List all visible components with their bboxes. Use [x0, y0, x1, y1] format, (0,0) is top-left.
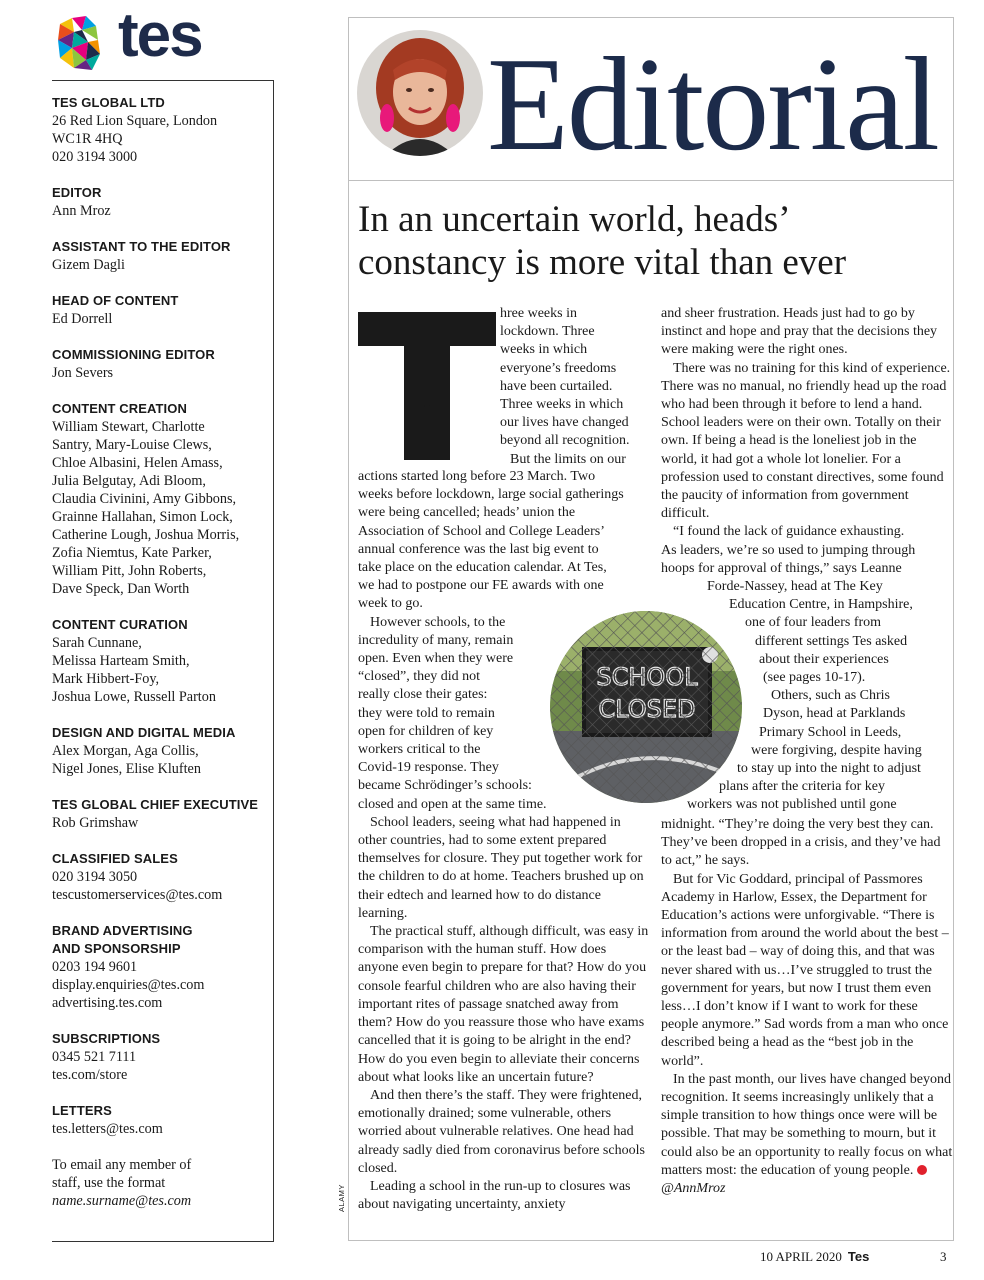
- masthead-heading: SUBSCRIPTIONS: [52, 1031, 161, 1046]
- text-line: our lives have changed: [500, 415, 629, 431]
- masthead-line: Jon Severs: [52, 365, 114, 381]
- footer-brand: Tes: [847, 1249, 870, 1264]
- masthead-line: Catherine Lough, Joshua Morris,: [52, 527, 240, 543]
- masthead-line: To email any member of: [52, 1157, 192, 1173]
- masthead-line: Grainne Hallahan, Simon Lock,: [52, 509, 233, 525]
- masthead-line: Rob Grimshaw: [52, 815, 139, 831]
- masthead-bottom-rule: [52, 1241, 274, 1242]
- masthead-line: 0203 194 9601: [52, 959, 138, 975]
- masthead-line: tescustomerservices@tes.com: [52, 887, 223, 903]
- masthead-commissioning: [52, 346, 274, 382]
- paragraph: But for Vic Goddard, principal of Passmores Academy in Harlow, Essex, the Department for Education’s actions were unforgivable. “There is information from around the world about the best – or the least bad – way of doing this, and that was never shared with us…I’ve struggled to trust the government for years, but now I trust them even less…I don’t know if I want to work for these people anymore.” Sad words from a man who once described being a head as the “best job in the world”.: [661, 871, 949, 1069]
- text-line: lockdown. Three: [500, 324, 595, 340]
- masthead-letters: [52, 1102, 274, 1138]
- masthead-email-note: [52, 1156, 274, 1210]
- masthead-design: [52, 724, 274, 778]
- text-line: But the limits on our: [510, 451, 626, 467]
- masthead-line: Ann Mroz: [52, 203, 111, 219]
- text-line: However schools, to the: [370, 614, 506, 630]
- masthead-line: Nigel Jones, Elise Kluften: [52, 761, 201, 777]
- masthead-line: Chloe Albasini, Helen Amass,: [52, 455, 223, 471]
- text-line: Association of School and College Leaders’: [358, 523, 605, 539]
- paragraph: [661, 687, 953, 814]
- text-line: different settings Tes asked: [755, 633, 908, 649]
- masthead-content-curation: [52, 616, 274, 706]
- text-line: open. Even when they were: [358, 651, 514, 667]
- text-line: workers critical to the: [358, 742, 481, 758]
- text-line: became Schrödinger’s schools:: [358, 778, 532, 794]
- masthead-line: display.enquiries@tes.com: [52, 977, 205, 993]
- text-line: weeks before lockdown, large social gatherings: [358, 487, 624, 503]
- paragraph: midnight. “They’re doing the very best they can. They’ve been dropped in a crisis, and they’ve had to act,” he says.: [661, 817, 941, 869]
- masthead-line: William Stewart, Charlotte: [52, 419, 205, 435]
- text-line: plans after the criteria for key: [719, 779, 885, 795]
- masthead-assistant: [52, 238, 274, 274]
- text-line: we had to postpone our FE awards with one: [358, 578, 604, 594]
- masthead-line: 020 3194 3050: [52, 869, 138, 885]
- masthead-subscriptions: [52, 1030, 274, 1084]
- paragraph: There was no training for this kind of experience. There was no manual, no friendly head up the road who had been through it before to lend a hand. School leaders were on their own. Totally on their own. If being a head is the loneliest job in the world, it had got a whole lot lonelier. For a profession used to constant directives, some found the paucity of information from government difficult.: [661, 360, 951, 522]
- masthead-head-content: [52, 292, 274, 328]
- masthead-line: Julia Belgutay, Adi Bloom,: [52, 473, 206, 489]
- section-title: Editorial: [487, 30, 938, 178]
- masthead-heading: EDITOR: [52, 185, 102, 200]
- text-line: annual conference was the last big event to: [358, 541, 599, 557]
- masthead-heading: CONTENT CREATION: [52, 401, 187, 416]
- text-line: Dyson, head at Parklands: [763, 706, 906, 722]
- column-2: [661, 816, 953, 1198]
- masthead-line: Dave Speck, Dan Worth: [52, 581, 190, 597]
- email-format: name.surname@tes.com: [52, 1193, 192, 1209]
- paragraph: School leaders, seeing what had happened in other countries, had to some extent prepared themselves for closure. They put together work for the children to do at home. Teachers brushed up on their edtech and learned how to do distance learning.: [358, 814, 644, 921]
- headline: [358, 198, 952, 284]
- masthead-line: Melissa Harteam Smith,: [52, 653, 190, 669]
- page-footer: [760, 1249, 869, 1265]
- masthead-line: Gizem Dagli: [52, 257, 125, 273]
- masthead-classified: [52, 850, 274, 904]
- text-line: take place on the education calendar. At Tes,: [358, 560, 607, 576]
- text-line: “closed”, they did not: [358, 669, 481, 685]
- headline-line: In an uncertain world, heads’: [358, 199, 791, 240]
- tes-logo-text: tes: [118, 1, 202, 70]
- paragraph: [661, 523, 953, 687]
- masthead-line: tes.com/store: [52, 1067, 128, 1083]
- masthead-line: Joshua Lowe, Russell Parton: [52, 689, 216, 705]
- photo-credit: ALAMY: [337, 1184, 346, 1212]
- end-mark-icon: [917, 1165, 927, 1175]
- text-line: Three weeks in which: [500, 397, 624, 413]
- page-number: 3: [940, 1249, 947, 1264]
- masthead-line: Ed Dorrell: [52, 311, 113, 327]
- masthead-heading: DESIGN AND DIGITAL MEDIA: [52, 725, 236, 740]
- masthead-line: Zofia Niemtus, Kate Parker,: [52, 545, 212, 561]
- masthead-heading: LETTERS: [52, 1103, 112, 1118]
- masthead-heading: TES GLOBAL LTD: [52, 95, 165, 110]
- masthead-heading: AND SPONSORSHIP: [52, 941, 181, 956]
- masthead-heading: CLASSIFIED SALES: [52, 851, 178, 866]
- tes-logo-mark-icon: [52, 14, 114, 74]
- masthead-line: Santry, Mary-Louise Clews,: [52, 437, 212, 453]
- masthead-heading: BRAND ADVERTISING: [52, 923, 193, 938]
- paragraph: The practical stuff, although difficult, was easy in comparison with the human stuff. How does anyone even begin to prepare for that? How do you console fearful children who are also having their important rites of passage snatched away from them? How do you reassure those who have exams cancelled that it is going to be alright in the end? How do you even begin to alleviate their concerns about what looks like an uncertain future?: [358, 924, 649, 1085]
- text-line: actions started long before 23 March. Two: [358, 469, 596, 484]
- masthead-heading: HEAD OF CONTENT: [52, 293, 179, 308]
- drop-cap-letter: T: [423, 404, 431, 415]
- text-line: have been curtailed.: [500, 378, 613, 394]
- headline-line: constancy is more vital than ever: [358, 242, 847, 283]
- masthead-line: 0345 521 7111: [52, 1049, 137, 1065]
- text-line: Primary School in Leeds,: [759, 724, 902, 740]
- text-line: open for children of key: [358, 723, 494, 739]
- masthead-heading: TES GLOBAL CHIEF EXECUTIVE: [52, 797, 259, 812]
- text-line: closed and open at the same time.: [358, 796, 547, 812]
- column-2-top: [661, 305, 953, 815]
- text-line: workers was not published until gone: [687, 797, 897, 813]
- masthead-top-rule: [52, 80, 274, 81]
- masthead-heading: COMMISSIONING EDITOR: [52, 347, 215, 362]
- column-1: [358, 468, 650, 1214]
- issue-date: 10 APRIL 2020: [760, 1249, 842, 1264]
- masthead-heading: CONTENT CURATION: [52, 617, 188, 632]
- text-line: weeks in which: [500, 342, 588, 358]
- text-line: Covid-19 response. They: [358, 760, 499, 776]
- text-line: week to go.: [358, 596, 423, 612]
- text-line: they were told to remain: [358, 705, 495, 721]
- column-1-top: [500, 305, 650, 469]
- masthead-line: staff, use the format: [52, 1175, 166, 1191]
- paragraph: [661, 1071, 953, 1180]
- editor-portrait: [357, 30, 483, 156]
- text-line: one of four leaders from: [745, 615, 882, 631]
- text-line: really close their gates:: [358, 687, 488, 703]
- masthead-brand-advertising: [52, 922, 274, 1012]
- text-line: (see pages 10-17).: [763, 670, 866, 686]
- masthead-line: Claudia Civinini, Amy Gibbons,: [52, 491, 237, 507]
- masthead-line: William Pitt, John Roberts,: [52, 563, 207, 579]
- text-line: beyond all recognition.: [500, 433, 630, 449]
- masthead-line: Alex Morgan, Aga Collis,: [52, 743, 199, 759]
- masthead-content-creation: [52, 400, 274, 598]
- masthead-line: WC1R 4HQ: [52, 131, 123, 147]
- signoff-handle: @AnnMroz: [661, 1181, 726, 1197]
- text-line: Forde-Nassey, head at The Key: [707, 579, 883, 595]
- masthead-line: advertising.tes.com: [52, 995, 163, 1011]
- masthead: [52, 94, 274, 1228]
- masthead-editor: [52, 184, 274, 220]
- masthead-line: Sarah Cunnane,: [52, 635, 142, 651]
- masthead-company: [52, 94, 274, 166]
- text-line: to stay up into the night to adjust: [737, 761, 921, 777]
- text-line: about their experiences: [759, 651, 889, 667]
- drop-cap: [358, 312, 496, 460]
- masthead-line: 020 3194 3000: [52, 149, 138, 165]
- text-line: “I found the lack of guidance exhausting.: [673, 524, 905, 540]
- masthead-line: 26 Red Lion Square, London: [52, 113, 218, 129]
- paragraph: Leading a school in the run-up to closures was about navigating uncertainty, anxiety: [358, 1178, 631, 1213]
- tes-logo: [52, 1, 252, 74]
- masthead-line: tes.letters@tes.com: [52, 1121, 163, 1137]
- text-line: As leaders, we’re so used to jumping through: [661, 542, 916, 558]
- text-line: hree weeks in: [500, 306, 577, 321]
- text-line: hoops for approval of things,” says Leanne: [661, 560, 902, 576]
- masthead-heading: ASSISTANT TO THE EDITOR: [52, 239, 231, 254]
- masthead-chief-exec: [52, 796, 274, 832]
- masthead-line: Mark Hibbert-Foy,: [52, 671, 160, 687]
- text-line: Others, such as Chris: [771, 688, 890, 704]
- text-line: were forgiving, despite having: [751, 742, 922, 758]
- paragraph: and sheer frustration. Heads just had to go by instinct and hope and pray that the decisions they were making were the right ones.: [661, 306, 938, 358]
- text-line: everyone’s freedoms: [500, 360, 617, 376]
- text-line: incredulity of many, remain: [358, 632, 514, 648]
- text-line: Education Centre, in Hampshire,: [729, 597, 913, 613]
- paragraph-text: In the past month, our lives have changed beyond recognition. It seems increasingly unlikely that a simple transition to how things once were will be possible. That may be something to mourn, but it could also be an opportunity to really focus on what matters most: the education of young people.: [661, 1071, 953, 1178]
- paragraph: And then there’s the staff. They were frightened, emotionally drained; some vulnerable, others worried about vulnerable relatives. One head had already sadly died from coronavirus before schools closed.: [358, 1087, 645, 1176]
- paragraph: [358, 468, 650, 614]
- text-line: were being cancelled; heads’ union the: [358, 505, 576, 521]
